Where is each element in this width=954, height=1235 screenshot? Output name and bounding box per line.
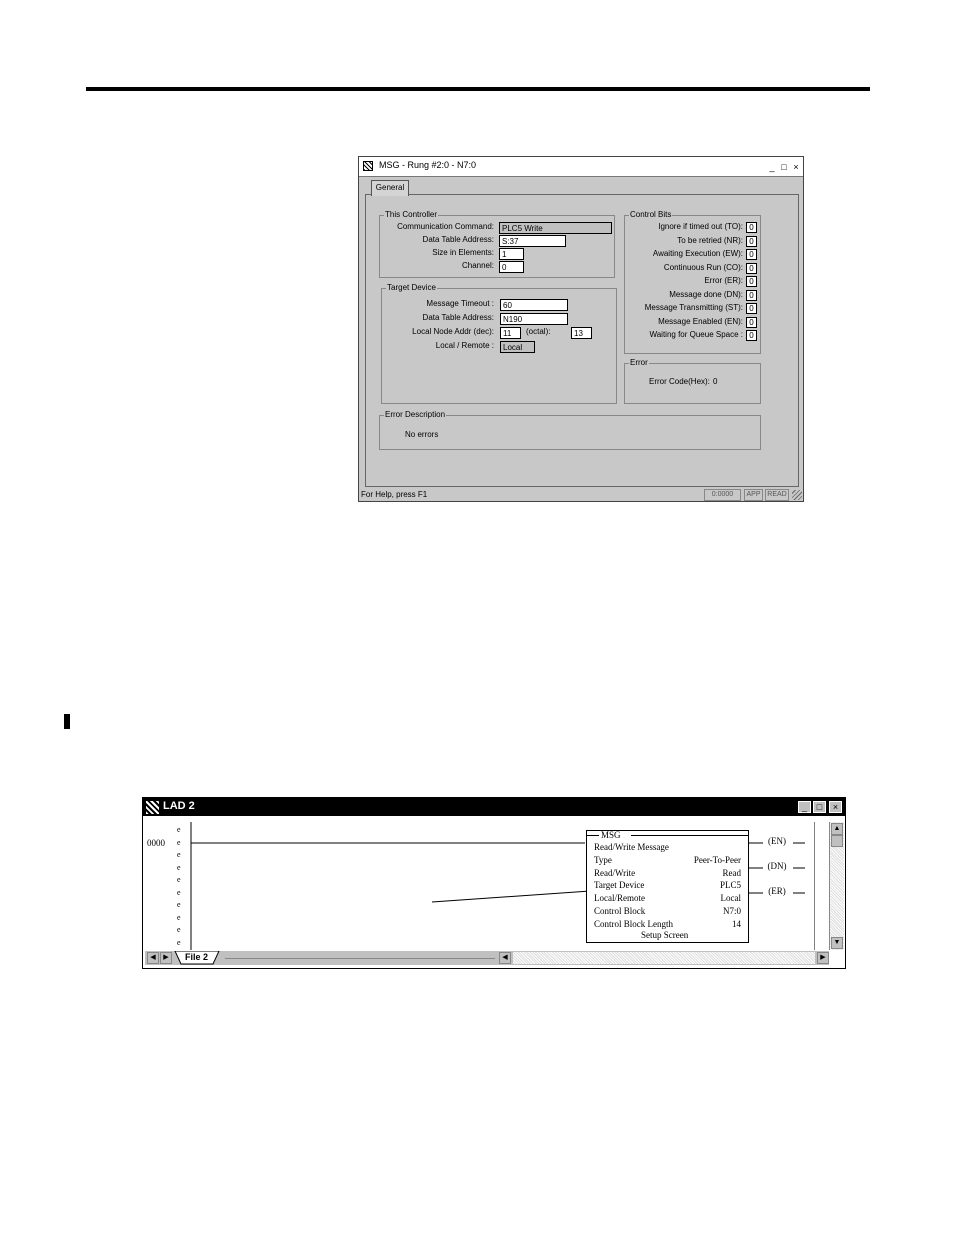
rung-e-marker: e — [177, 900, 181, 909]
control-bit-label: Message Transmitting (ST): — [644, 303, 743, 312]
control-bit-label: To be retried (NR): — [677, 235, 743, 245]
msg-row-label: Control Block Length — [594, 918, 673, 929]
rung-e-marker: e — [177, 912, 181, 922]
local-node-octal-field[interactable]: 13 — [571, 327, 592, 339]
maximize-button[interactable]: □ — [781, 162, 787, 172]
msg-row-label: Control Block — [594, 905, 646, 916]
tab-strip-divider — [225, 958, 495, 959]
data-table-address-field[interactable]: S:37 — [499, 235, 566, 247]
error-group — [624, 358, 761, 404]
minimize-button[interactable]: _ — [769, 162, 775, 172]
status-pane-app: APP — [744, 489, 763, 501]
output-coil[interactable]: (EN) — [768, 836, 786, 846]
app-system-icon[interactable] — [363, 161, 373, 171]
rung-e-marker: e — [177, 925, 181, 934]
msg-row-value: N7:0 — [723, 905, 741, 916]
error-description-text: No errors — [405, 430, 439, 439]
rung-e-marker: e — [177, 937, 181, 947]
control-bit-label: Ignore if timed out (TO): — [658, 222, 743, 231]
msg-row-label: Target Device — [594, 880, 645, 891]
control-bit-value[interactable]: 0 — [746, 263, 757, 274]
msg-row-value: Local — [720, 893, 741, 904]
control-bit-value[interactable]: 0 — [746, 290, 757, 301]
coil-label: ER — [771, 886, 783, 896]
general-tab-panel — [365, 194, 799, 487]
control-bit-label: Error (ER): — [704, 276, 743, 285]
vertical-scroll-thumb[interactable] — [831, 835, 843, 847]
message-timeout-field[interactable]: 60 — [500, 299, 568, 311]
msg-row-label: Read/Write — [594, 867, 636, 878]
lad-maximize-button[interactable]: □ — [813, 801, 826, 813]
lad-window — [142, 797, 846, 969]
control-bit-value[interactable]: 0 — [746, 330, 757, 341]
msg-instruction-block[interactable] — [586, 830, 749, 943]
message-timeout-label: Message Timeout : — [426, 299, 494, 308]
control-bit-label: Waiting for Queue Space : — [649, 330, 743, 339]
close-button[interactable]: × — [793, 162, 799, 172]
msg-row-value: Read — [722, 867, 741, 878]
size-in-elements-field[interactable]: 1 — [499, 248, 524, 260]
local-remote-field[interactable]: Local — [500, 341, 535, 353]
this-controller-group — [379, 210, 615, 278]
target-data-table-address-label: Data Table Address: — [422, 313, 494, 322]
tab-scroll-left-icon[interactable]: ◀ — [147, 952, 159, 964]
control-bit-label: Awaiting Execution (EW): — [652, 249, 743, 258]
msg-row-value: Peer-To-Peer — [693, 855, 741, 865]
scroll-down-icon[interactable]: ▼ — [831, 937, 843, 949]
error-code-label: Error Code(Hex): — [649, 377, 710, 386]
target-device-legend: Target Device — [387, 283, 436, 292]
data-table-address-label: Data Table Address: — [422, 235, 494, 244]
hscroll-right-icon[interactable]: ▶ — [817, 952, 829, 964]
control-bits-group — [624, 210, 761, 354]
local-remote-label: Local / Remote : — [435, 341, 494, 350]
output-coil[interactable]: (ER) — [768, 886, 786, 896]
channel-label: Channel: — [461, 261, 494, 270]
hscroll-left-icon[interactable]: ◀ — [499, 952, 511, 964]
control-bit-value[interactable]: 0 — [746, 303, 757, 314]
lad-app-icon[interactable] — [146, 801, 159, 814]
rung-e-marker: e — [177, 862, 181, 872]
setup-screen-link[interactable]: Setup Screen — [641, 930, 689, 940]
change-bar-marker — [64, 714, 70, 729]
target-data-table-address-field[interactable]: N190 — [500, 313, 568, 325]
lad-close-button[interactable]: × — [829, 801, 842, 813]
error-description-legend: Error Description — [385, 410, 446, 419]
vertical-scrollbar[interactable] — [829, 822, 844, 950]
msg-dialog-titlebar[interactable] — [359, 157, 803, 177]
control-bit-label: Message Enabled (EN): — [658, 316, 743, 326]
status-pane-address: 0:0000 — [704, 489, 741, 501]
msg-row-value: 14 — [732, 918, 741, 929]
tab-scroll-right-icon[interactable]: ▶ — [160, 952, 172, 964]
scroll-up-icon[interactable]: ▲ — [831, 823, 843, 835]
control-bit-value[interactable]: 0 — [746, 236, 757, 247]
channel-field[interactable]: 0 — [499, 261, 524, 273]
this-controller-legend: This Controller — [385, 210, 438, 219]
msg-block-header: MSG — [601, 830, 621, 840]
bottom-bar — [145, 951, 829, 965]
coil-label: DN — [770, 861, 784, 871]
msg-row-value: PLC5 — [719, 880, 741, 891]
comm-command-label: Communication Command: — [397, 222, 494, 231]
control-bit-value[interactable]: 0 — [746, 249, 757, 260]
msg-block-line1: Read/Write Message — [594, 842, 669, 852]
status-help-text: For Help, press F1 — [361, 490, 428, 499]
msg-dialog-title: MSG - Rung #2:0 - N7:0 — [379, 160, 477, 170]
status-pane-read: READ — [765, 489, 789, 501]
page-top-rule — [86, 87, 870, 91]
horizontal-scroll-track[interactable] — [513, 952, 815, 964]
ladder-editor-area[interactable] — [145, 822, 815, 950]
tab-file-2[interactable]: File 2 — [185, 952, 209, 962]
rung-number: 0000 — [147, 838, 165, 848]
rung-e-marker: e — [177, 825, 181, 834]
lad-titlebar[interactable] — [143, 798, 845, 816]
resize-grip[interactable] — [792, 490, 802, 500]
local-node-addr-label: Local Node Addr (dec): — [412, 327, 494, 336]
control-bits-legend: Control Bits — [630, 210, 672, 219]
control-bit-value[interactable]: 0 — [746, 222, 757, 233]
local-node-dec-field[interactable]: 11 — [500, 327, 521, 339]
rung-e-marker: e — [177, 875, 181, 884]
coil-label: EN — [771, 836, 783, 846]
rung-e-marker: e — [177, 837, 181, 847]
control-bit-value[interactable]: 0 — [746, 317, 757, 328]
msg-dialog-window — [358, 156, 804, 502]
control-bit-value[interactable]: 0 — [746, 276, 757, 287]
error-legend: Error — [630, 358, 648, 367]
lad-minimize-button[interactable]: _ — [798, 801, 811, 813]
output-coil[interactable]: (DN) — [767, 861, 787, 871]
tab-general[interactable]: General — [371, 180, 409, 196]
size-in-elements-label: Size in Elements: — [432, 248, 494, 257]
error-description-group — [379, 410, 761, 450]
octal-label: (octal): — [526, 327, 551, 336]
target-device-group — [381, 283, 617, 404]
comm-command-field[interactable]: PLC5 Write — [499, 222, 612, 234]
error-code-value: 0 — [713, 377, 718, 386]
control-bit-label: Message done (DN): — [669, 289, 743, 299]
msg-row-label: Local/Remote — [594, 893, 645, 904]
rung-e-marker: e — [177, 887, 181, 897]
msg-row-label: Type — [594, 855, 612, 865]
lad-title: LAD 2 — [163, 800, 195, 812]
control-bit-label: Continuous Run (CO): — [663, 262, 743, 272]
rung-e-marker: e — [177, 850, 181, 859]
